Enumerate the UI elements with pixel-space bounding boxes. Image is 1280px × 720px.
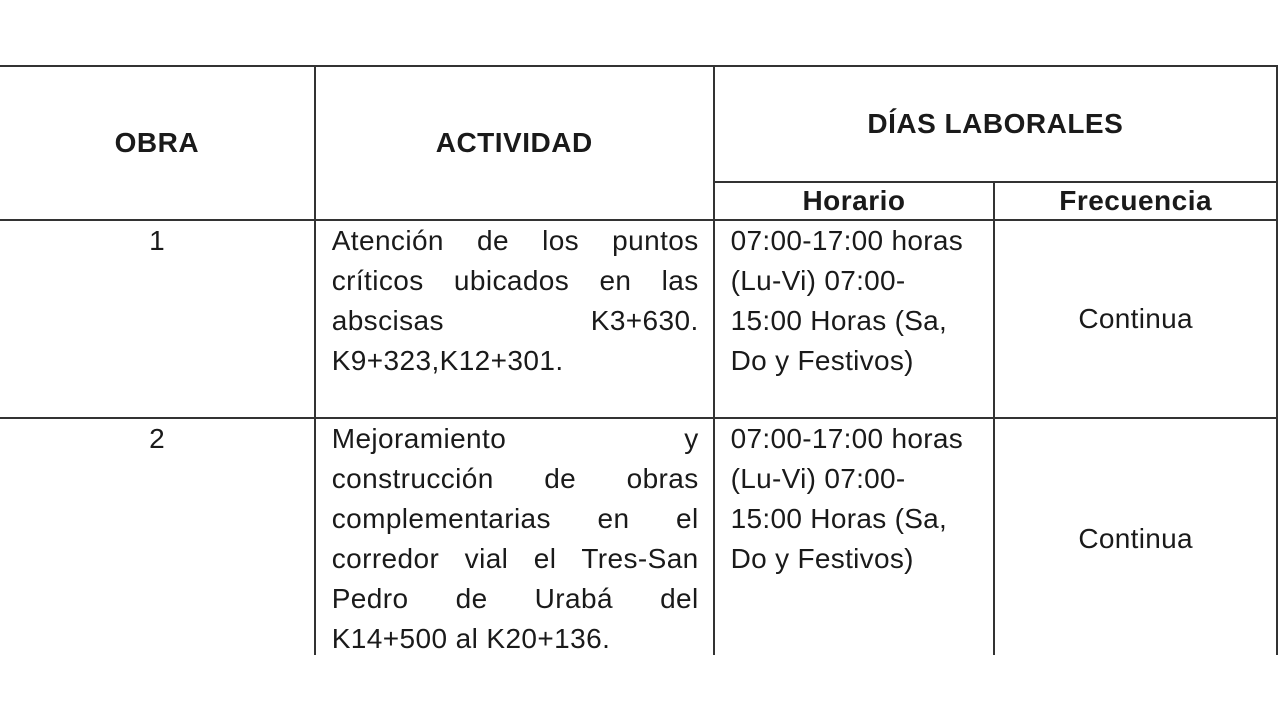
- table-row: [0, 418, 1277, 655]
- header-horario: Horario: [714, 182, 995, 221]
- header-obra: OBRA: [0, 66, 315, 220]
- cell-horario: 07:00-17:00 horas (Lu-Vi) 07:00- 15:00 Horas (Sa, Do y Festivos): [714, 220, 995, 418]
- header-frecuencia: Frecuencia: [994, 182, 1277, 221]
- header-dias-laborales: DÍAS LABORALES: [714, 66, 1277, 182]
- cell-horario: 07:00-17:00 horas (Lu-Vi) 07:00- 15:00 Horas (Sa, Do y Festivos): [714, 418, 995, 655]
- cell-frecuencia: Continua: [994, 220, 1277, 418]
- cell-actividad: Atención de los puntos críticos ubicados en las abscisas K3+630. K9+323,K12+301.: [315, 220, 714, 418]
- cell-frecuencia: Continua: [994, 418, 1277, 655]
- work-schedule-table: [0, 65, 1280, 655]
- cell-obra: 2: [0, 418, 315, 655]
- cell-actividad: Mejoramiento y construcción de obras complementarias en el corredor vial el Tres-San Pedro de Urabá del K14+500 al K20+136.: [315, 418, 714, 655]
- header-actividad: ACTIVIDAD: [315, 66, 714, 220]
- table-row: [0, 220, 1277, 418]
- cell-obra: 1: [0, 220, 315, 418]
